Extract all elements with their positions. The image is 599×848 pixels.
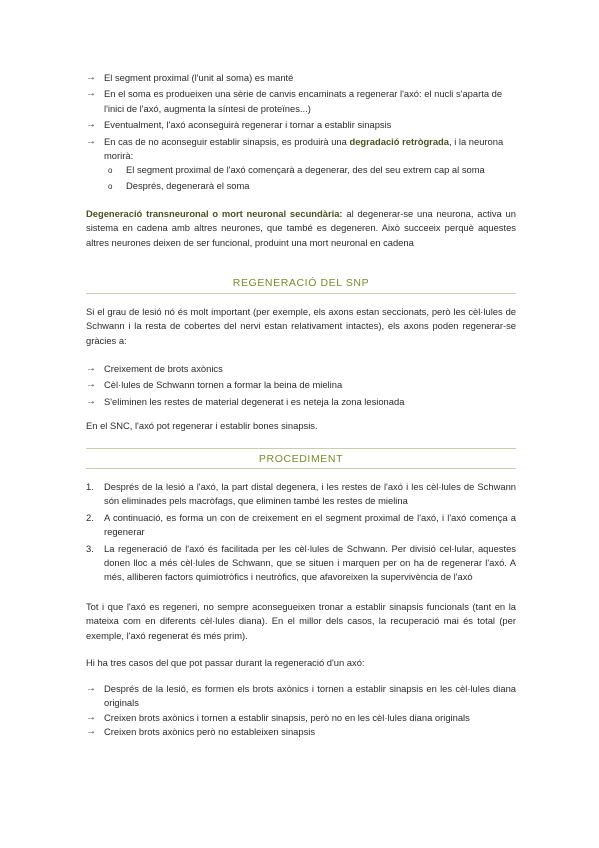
list-item [86,71,516,85]
procedure-steps [86,480,516,585]
cases-intro-paragraph: Hi ha tres casos del que pot passar durant la regeneració d'un axó: [86,657,365,668]
step-item [86,480,516,509]
regeneration-intro-paragraph: Si el grau de lesió nó és molt important (per exemple, els axons estan seccionats, però les cèl·lules de Schwann i la resta de cobertes del nervi estan relativament intactes), els axons poden regenerar-se gràcies a: [86,306,516,346]
step-text: A continuació, es forma un con de creixement en el segment proximal de l'axó, i l'axó comença a regenerar [104,511,516,538]
list-item-text: S'eliminen les restes de material degenerat i es neteja la zona lesionada [104,395,405,407]
list-item-text: Cèl·lules de Schwann tornen a formar la beina de mielina [104,379,343,391]
list-item-text: Creixement de brots axònics [104,363,223,374]
list-item-text [104,135,516,164]
regeneration-list [86,362,516,409]
consequences-list [86,71,516,194]
step-number: 3. [86,542,94,554]
list-item [86,118,516,132]
arrow-icon: → [86,72,96,83]
list-item [86,682,516,711]
arrow-icon: → [86,379,96,391]
arrow-icon: → [86,711,96,723]
sub-list-item [108,163,516,178]
step-text: La regeneració de l'axó és facilitada per les cèl·lules de Schwann. Per divisió cel·lular, aquestes donen lloc a més cèl·lules de Schwann, que se situen i marquen per on ha de regenerar l'axó. A més, alliberen factors quimiotròfics i neutròfics, que afavoreixen la supervivència de l'axó [104,542,516,583]
arrow-icon: → [86,135,96,147]
circle-bullet-icon: o [108,181,113,191]
list-item [86,135,516,164]
sub-list-text: El segment proximal de l'axó començarà a degenerar, des del seu extrem cap al soma [126,164,485,176]
list-item [86,395,516,409]
section-heading: REGENERACIÓ DEL SNP [86,273,516,294]
list-item [86,711,516,725]
circle-bullet-icon: o [108,166,113,176]
sub-list-text: Després, degenerarà el soma [126,179,250,191]
section-heading: PROCEDIMENT [86,448,516,469]
snc-paragraph: En el SNC, l'axó pot regenerar i establir bones sinapsis. [86,420,318,431]
list-item-text: El segment proximal (l'unit al soma) es manté [104,72,294,83]
transneuronal-paragraph [86,207,516,250]
list-item-text: En el soma es produeixen una sèrie de canvis encaminats a regenerar l'axó: el nucli s'aparta de l'inici de l'axó, augmenta la síntesi de proteïnes...) [104,88,503,114]
arrow-icon: → [86,726,96,738]
list-item [86,87,516,116]
list-item [86,725,516,739]
text-pre: En cas de no aconseguir establir sinapsis, es produirà una [104,135,350,147]
bold-term: Degeneració transneuronal o mort neuronal secundària: [86,208,343,219]
list-item [86,378,516,392]
arrow-icon: → [86,683,96,694]
bold-term: degradació retrògrada [349,135,449,147]
list-item [86,362,516,376]
step-number: 1. [86,481,94,492]
regeneration-outcome-paragraph: Tot i que l'axó es regeneri, no sempre aconsegueixen tronar a establir sinapsis funcionals (tant en la mateixa com en diferents cèl·lules diana). En el millor dels casos, la recuperació mai és total (per exemple, l'axó regenerat és més prim). [86,601,516,641]
step-item [86,511,516,540]
list-item-text: Creixen brots axònics però no estableixen sinapsis [104,726,316,738]
arrow-icon: → [86,119,96,131]
list-item-text: Després de la lesió, es formen els brots axònics i tornen a establir sinapsis en les cèl·lules diana originals [104,683,516,709]
arrow-icon: → [86,363,96,374]
step-text: Després de la lesió a l'axó, la part distal degenera, i les restes de l'axó i les cèl·lules de Schwann són eliminades pels macròfags, que eliminen també les restes de mielina [104,481,516,507]
paragraph-text: al degenerar-se una neurona, activa un sistema en cadena amb altres neurones, que també es degeneren. Això succeeix perquè aquestes altres neurones deixen de ser funcional, produint una mort neuronal en cadena [86,208,516,248]
sub-list-item [108,179,516,194]
step-number: 2. [86,511,94,523]
text-post: , i la neurona morirà: [104,135,504,162]
list-item-text: Eventualment, l'axó aconseguirà regenerar i tornar a establir sinapsis [104,119,392,131]
list-item-text: Creixen brots axònics i tornen a establir sinapsis, però no en les cèl·lules diana originals [104,711,470,723]
arrow-icon: → [86,395,96,407]
cases-list [86,682,516,740]
arrow-icon: → [86,88,96,100]
step-item [86,542,516,585]
